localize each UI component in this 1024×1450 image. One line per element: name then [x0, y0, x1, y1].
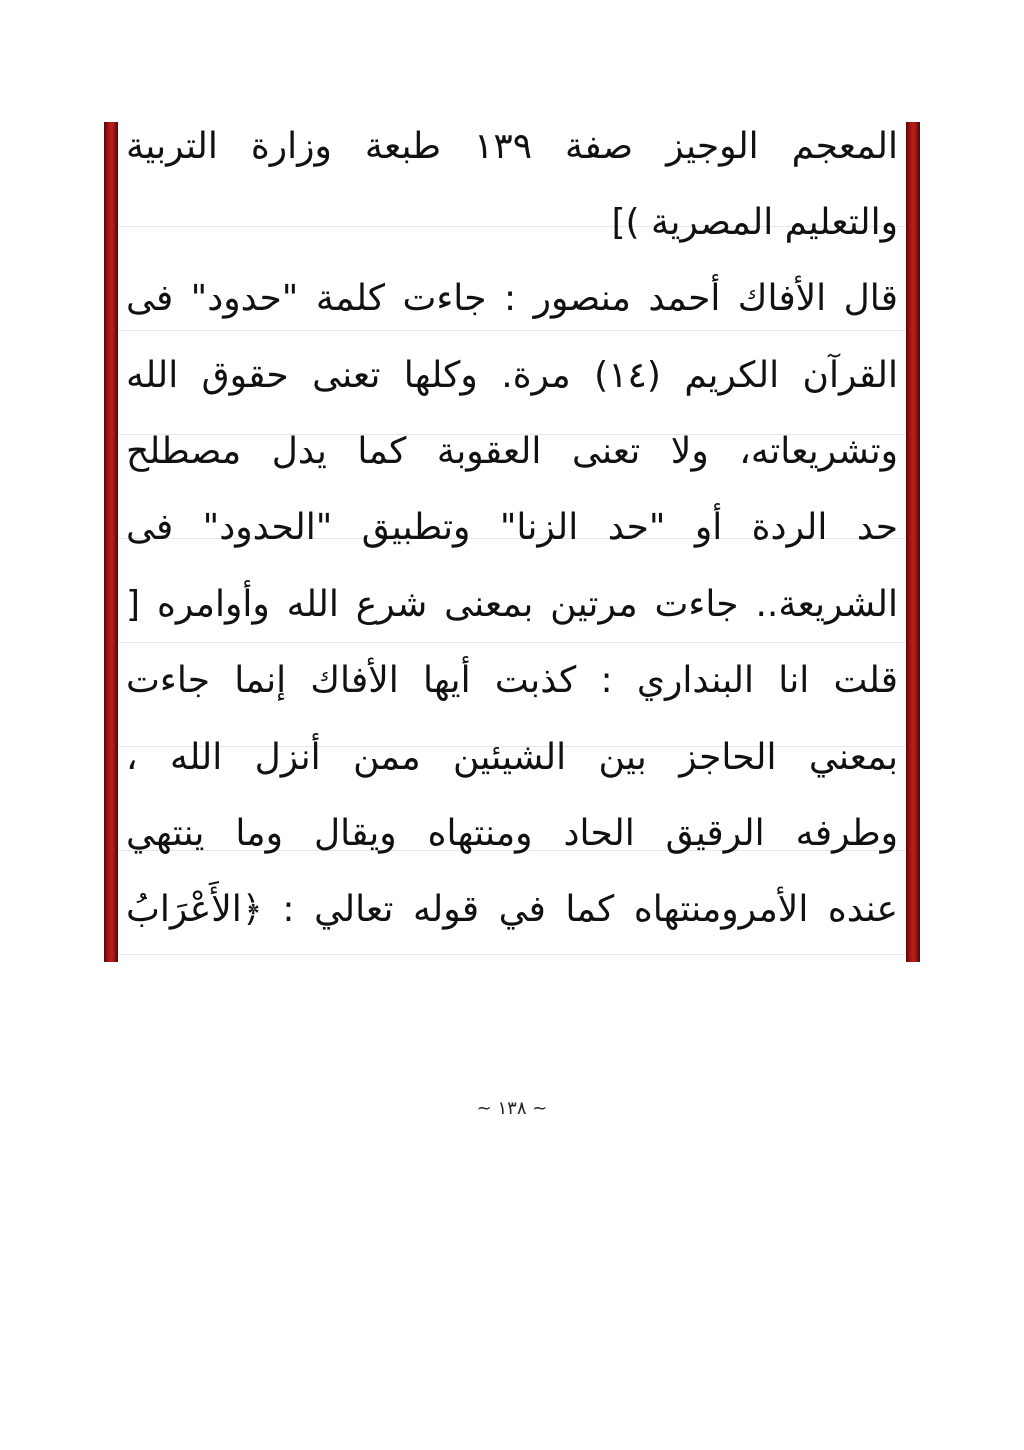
text-line-4-content: القرآن الكريم (١٤) مرة. وكلها تعنى حقوق الله — [126, 354, 899, 396]
text-line-1 — [126, 108, 898, 184]
page-frame — [104, 122, 920, 962]
right-border — [906, 122, 920, 962]
page-number: ~ ١٣٨ ~ — [476, 1098, 548, 1119]
text-line-1-content: المعجم الوجيز صفة ١٣٩ طبعة وزارة التربية — [126, 125, 898, 167]
line-rule — [118, 954, 906, 955]
text-line-11-content: عنده الأمرومنتهاه كما في قوله تعالي : ﴿الأَعْرَابُ — [126, 889, 898, 931]
text-line-11 — [126, 872, 898, 948]
text-line-4 — [126, 337, 898, 413]
text-line-9 — [126, 719, 898, 795]
text-line-7 — [126, 566, 898, 642]
text-line-3 — [126, 261, 898, 337]
text-line-7-content: الشريعة.. جاءت مرتين بمعنى شرع الله وأوامره [ — [126, 583, 898, 625]
text-line-5 — [126, 413, 898, 489]
text-line-5-content: وتشريعاته، ولا تعنى العقوبة كما يدل مصطلح — [126, 431, 898, 473]
text-line-9-content: بمعني الحاجز بين الشيئين ممن أنزل الله ، — [126, 736, 898, 778]
text-line-8 — [126, 643, 898, 719]
left-border — [104, 122, 118, 962]
text-line-2 — [126, 184, 898, 260]
text-line-6 — [126, 490, 898, 566]
text-line-8-content: قلت انا البنداري : كذبت أيها الأفاك إنما جاءت — [126, 660, 898, 702]
text-line-10 — [126, 795, 898, 871]
text-line-10-content: وطرفه الرقيق الحاد ومنتهاه ويقال وما ينتهي — [126, 812, 898, 854]
text-line-6-content: حد الردة أو "حد الزنا" وتطبيق "الحدود" فى — [126, 507, 898, 549]
text-line-2-content: والتعليم المصرية )] — [611, 202, 898, 244]
text-line-3-content: قال الأفاك أحمد منصور : جاءت كلمة "حدود" فى — [126, 278, 898, 320]
